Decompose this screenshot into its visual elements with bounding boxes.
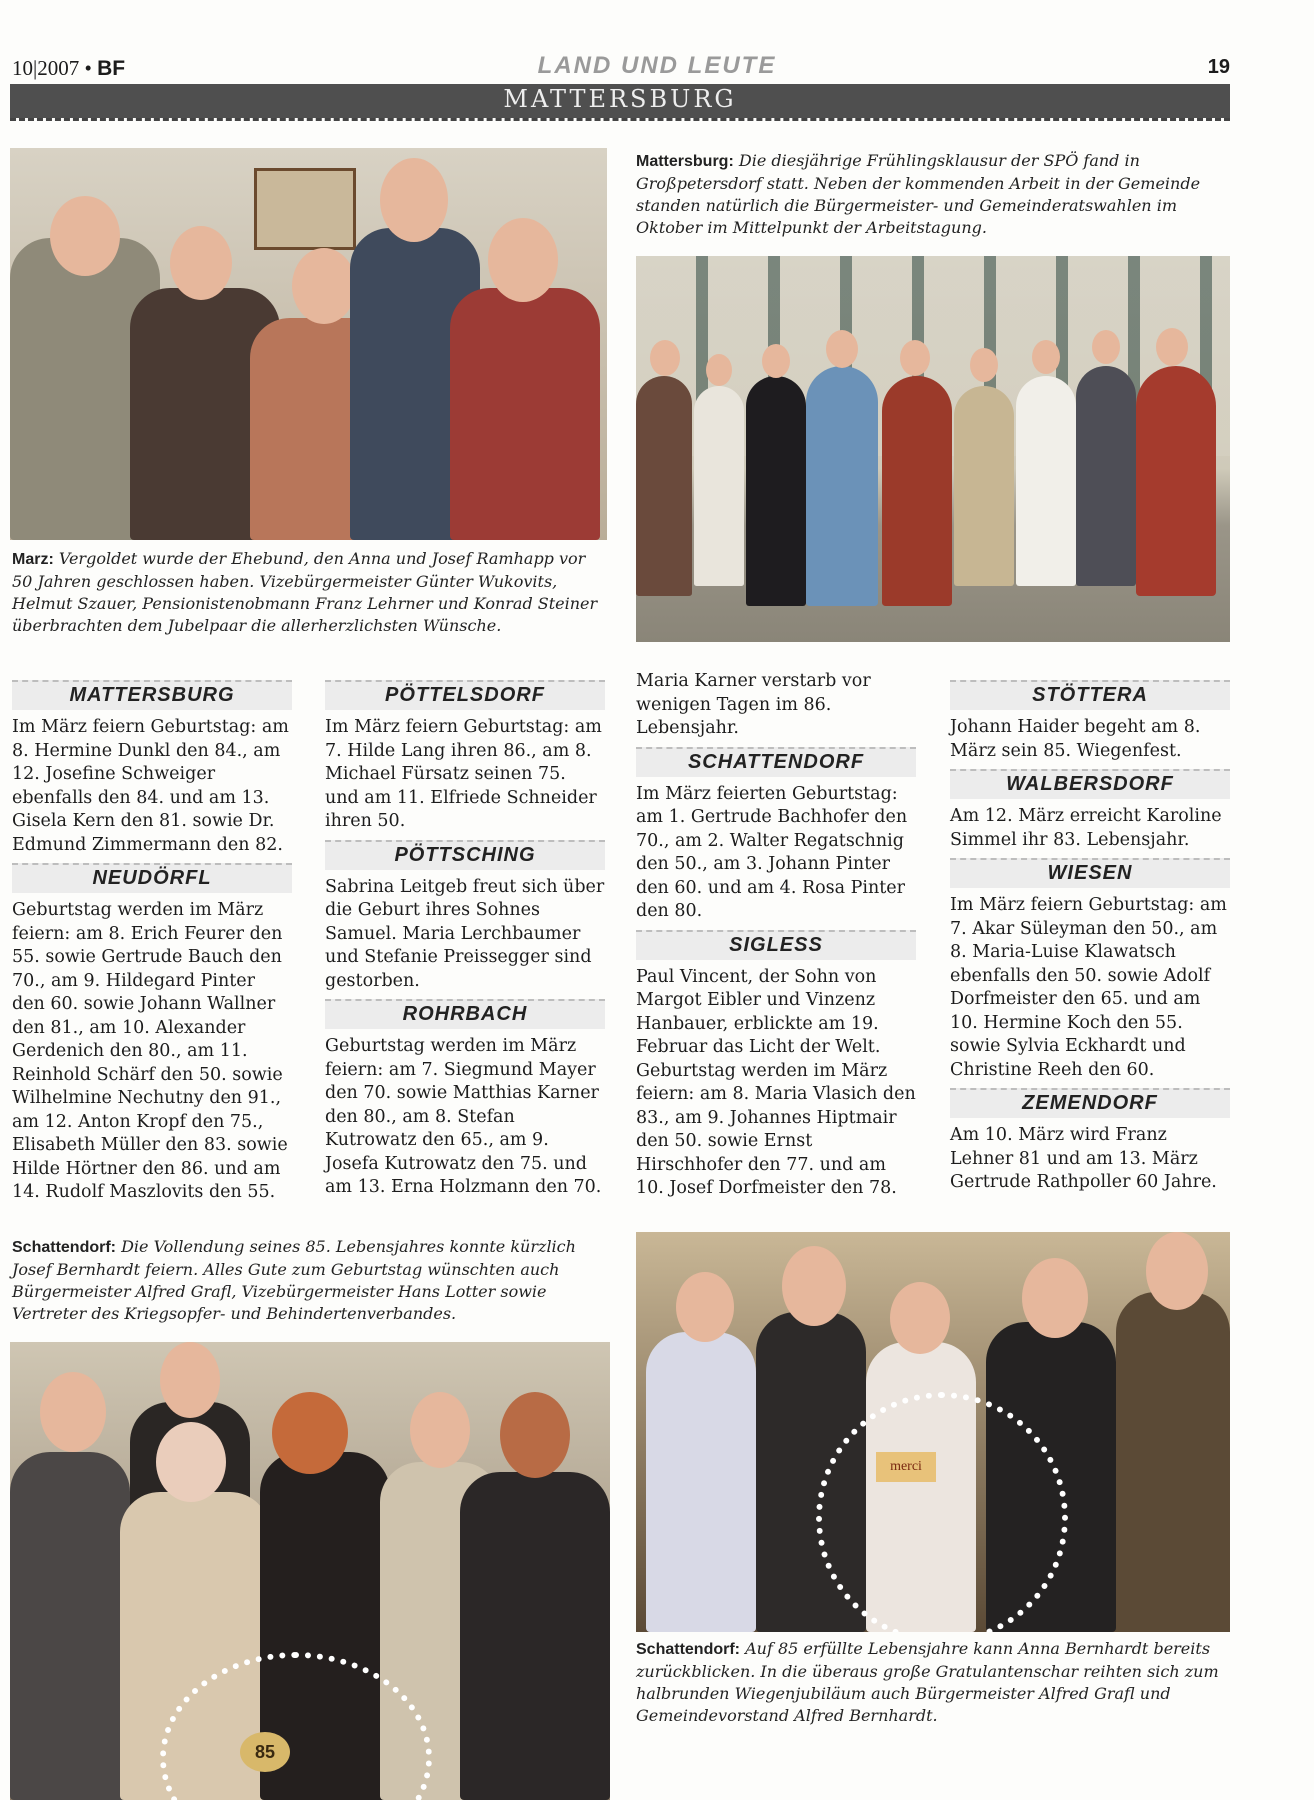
brand-logo: BF: [97, 57, 126, 80]
section-neudoerfl: [12, 863, 292, 1205]
caption-mattersburg-text: Die diesjährige Frühlingsklausur der SPÖ fand in Großpetersdorf statt. Neben der kommenden Arbeit in der Gemeinde standen natürlich die Bürgermeister- und Gemeinderatswahlen im Oktober im Mittelpunkt der Arbeitstagung.: [636, 151, 1201, 237]
section-text: Johann Haider begeht am 8. März sein 85. Wiegenfest.: [950, 717, 1201, 761]
section-poettsching: [325, 840, 605, 994]
region-title: MATTERSBURG: [503, 85, 737, 113]
page-number: 19: [1207, 56, 1230, 78]
caption-schattendorf-anna: [636, 1638, 1230, 1727]
section-text: Sabrina Leitgeb freut sich über die Geburt ihres Sohnes Samuel. Maria Lerchbaumer und Stefanie Preissegger sind gestorben.: [325, 876, 605, 991]
section-text: Paul Vincent, der Sohn von Margot Eibler und Vinzenz Hanbauer, erblickte am 19. Februar das Licht der Welt. Geburtstag werden im März feiern: am 8. Maria Vlasich den 83., am 9. Johannes Hiptmair den 50. sowie Ernst Hirschhofer den 77. und am 10. Josef Dorfmeister den 78.: [636, 966, 916, 1198]
section-poettelsdorf: [325, 680, 605, 834]
section-text: Geburtstag werden im März feiern: am 8. Erich Feurer den 55. sowie Gertrude Bauch den 70., am 9. Hildegard Pinter den 60. sowie Johann Wallner den 81., am 10. Alexander Gerdenich den 80., am 11. Reinhold Schärf den 50. sowie Wilhelmine Nechutny den 91., am 12. Anton Kropf den 75., Elisabeth Müller den 83. sowie Hilde Hörtner den 86. und am 14. Rudolf Maszlovits den 55.: [12, 900, 288, 1202]
section-heading: SCHATTENDORF: [636, 747, 916, 777]
section-text: Im März feiern Geburtstag: am 8. Hermine Dunkl den 84., am 12. Josefine Schweiger ebenfalls den 84. und am 13. Gisela Kern den 81. sowie Dr. Edmund Zimmermann den 82.: [12, 717, 289, 855]
section-schattendorf: [636, 747, 916, 924]
caption-marz: [12, 548, 610, 637]
section-heading: PÖTTSCHING: [325, 840, 605, 870]
photo-anna-bernhardt: [636, 1232, 1230, 1632]
section-text: Am 12. März erreicht Karoline Simmel ihr 83. Lebensjahr.: [950, 806, 1222, 850]
section-heading: WALBERSDORF: [950, 769, 1230, 799]
section-mattersburg: [12, 680, 292, 857]
section-heading: NEUDÖRFL: [12, 863, 292, 893]
photo-marz-anniversary: [10, 148, 607, 540]
section-heading: WIESEN: [950, 858, 1230, 888]
section-stoettera: [950, 680, 1230, 763]
column-1: [12, 680, 292, 1205]
section-text: Geburtstag werden im März feiern: am 7. Siegmund Mayer den 70. sowie Matthias Karner den 80., am 8. Stefan Kutrowatz den 65., am 9. Josefa Kutrowatz den 75. und am 13. Erna Holzmann den 70.: [325, 1036, 602, 1197]
section-text: Im März feierten Geburtstag: am 1. Gertrude Bachhofer den 70., am 2. Walter Regatschnig den 50., am 3. Johann Pinter den 60. und am 4. Rosa Pinter den 80.: [636, 783, 908, 921]
gift-basket: [816, 1392, 1068, 1632]
section-text: Im März feiern Geburtstag: am 7. Hilde Lang ihren 86., am 8. Michael Fürsatz seinen 75. und am 11. Elfriede Schneider ihren 50.: [325, 717, 602, 831]
caption-schattendorf-josef: [12, 1236, 612, 1325]
divider: [10, 118, 1230, 121]
section-heading: ROHRBACH: [325, 999, 605, 1029]
caption-mattersburg-label: Mattersburg:: [636, 153, 734, 170]
column-2: [325, 680, 605, 1200]
section-zemendorf: [950, 1088, 1230, 1195]
column-4: [950, 680, 1230, 1195]
caption-schattendorf-anna-label: Schattendorf:: [636, 1641, 740, 1658]
basket-sign: merci: [876, 1452, 936, 1482]
section-walbersdorf: [950, 769, 1230, 852]
region-bar: [10, 84, 1230, 118]
birthday-badge: 85: [240, 1732, 290, 1772]
caption-schattendorf-josef-label: Schattendorf:: [12, 1239, 116, 1256]
caption-marz-text: Vergoldet wurde der Ehebund, den Anna und Josef Ramhapp vor 50 Jahren geschlossen haben. Vizebürgermeister Günter Wukovits, Helmut Szauer, Pensionistenobmann Franz Lehrner und Konrad Steiner überbrachten dem Jubelpaar die allerherzlichsten Wünsche.: [12, 549, 598, 635]
section-rohrbach: [325, 999, 605, 1200]
caption-mattersburg: [636, 150, 1230, 239]
section-sigless: [636, 930, 916, 1201]
caption-schattendorf-anna-text: Auf 85 erfüllte Lebensjahre kann Anna Bernhardt bereits zurückblicken. In die überaus große Gratulantenschar reihten sich zum halbrunden Wiegenjubiläum auch Bürgermeister Alfred Grafl und Gemeindevorstand Alfred Bernhardt.: [636, 1639, 1219, 1725]
section-heading: SIGLESS: [636, 930, 916, 960]
issue-number: 10|2007 •: [12, 56, 92, 80]
section-text: Im März feiern Geburtstag: am 7. Akar Süleyman den 50., am 8. Maria-Luise Klawatsch ebenfalls den 50. sowie Adolf Dorfmeister den 65. und am 10. Hermine Koch den 55. sowie Sylvia Eckhardt und Christine Reeh den 60.: [950, 895, 1227, 1080]
section-heading: ZEMENDORF: [950, 1088, 1230, 1118]
column-3: [636, 670, 916, 1201]
obituary-text: Maria Karner verstarb vor wenigen Tagen im 86. Lebensjahr.: [636, 671, 871, 738]
section-heading: STÖTTERA: [950, 680, 1230, 710]
section-title: LAND UND LEUTE: [537, 52, 777, 79]
wall-picture: [254, 168, 356, 250]
photo-josef-bernhardt: [10, 1342, 610, 1800]
section-heading: MATTERSBURG: [12, 680, 292, 710]
section-text: Am 10. März wird Franz Lehner 81 und am 13. März Gertrude Rathpoller 60 Jahre.: [950, 1125, 1217, 1192]
caption-schattendorf-josef-text: Die Vollendung seines 85. Lebensjahres konnte kürzlich Josef Bernhardt feiern. Alles Gute zum Geburtstag wünschten auch Bürgermeister Alfred Grafl, Vizebürgermeister Hans Lotter sowie Vertreter des Kriegsopfer- und Behindertenverbandes.: [12, 1237, 576, 1323]
section-wiesen: [950, 858, 1230, 1082]
section-heading: PÖTTELSDORF: [325, 680, 605, 710]
caption-marz-label: Marz:: [12, 551, 54, 568]
photo-spo-group: [636, 256, 1230, 642]
